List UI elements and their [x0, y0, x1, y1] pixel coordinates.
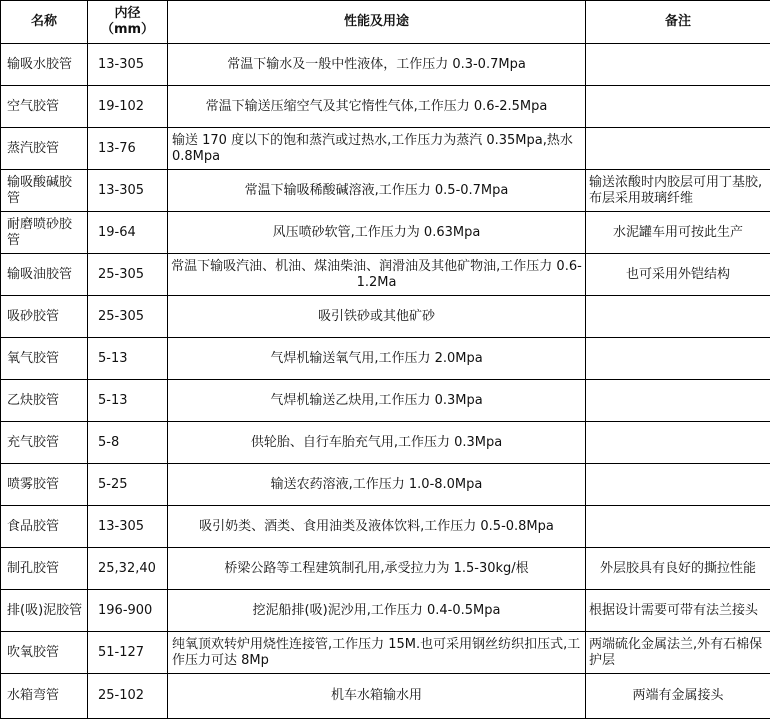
table-row [1, 338, 770, 380]
header-row [1, 1, 770, 44]
cell-name: 吹氧胶管 [1, 632, 88, 674]
cell-diameter: 51-127 [88, 632, 168, 674]
cell-note [586, 128, 770, 170]
cell-note: 也可采用外铠结构 [586, 254, 770, 296]
cell-note [586, 44, 770, 86]
cell-name: 食品胶管 [1, 506, 88, 548]
cell-note [586, 86, 770, 128]
cell-note: 两端硫化金属法兰,外有石棉保护层 [586, 632, 770, 674]
cell-diameter: 13-305 [88, 506, 168, 548]
table-row [1, 212, 770, 254]
table-row [1, 590, 770, 632]
cell-diameter: 13-76 [88, 128, 168, 170]
cell-note [586, 506, 770, 548]
table-row [1, 86, 770, 128]
table-row [1, 506, 770, 548]
header-name: 名称 [1, 1, 88, 44]
cell-name: 输吸水胶管 [1, 44, 88, 86]
cell-note [586, 338, 770, 380]
table-row [1, 674, 770, 719]
cell-name: 空气胶管 [1, 86, 88, 128]
cell-name: 制孔胶管 [1, 548, 88, 590]
cell-note [586, 422, 770, 464]
cell-name: 耐磨喷砂胶管 [1, 212, 88, 254]
cell-usage: 挖泥船排(吸)泥沙用,工作压力 0.4-0.5Mpa [168, 590, 586, 632]
table-row [1, 380, 770, 422]
cell-usage: 气焊机输送氧气用,工作压力 2.0Mpa [168, 338, 586, 380]
cell-diameter: 19-64 [88, 212, 168, 254]
cell-usage: 纯氧顶欢转炉用烧性连接管,工作压力 15M.也可采用钢丝纺织扣压式,工作压力可达 8Mp [168, 632, 586, 674]
cell-diameter: 25-102 [88, 674, 168, 719]
cell-diameter: 25-305 [88, 296, 168, 338]
header-diameter: 内径 （mm） [88, 1, 168, 44]
cell-note [586, 464, 770, 506]
table-row [1, 170, 770, 212]
header-usage: 性能及用途 [168, 1, 586, 44]
cell-diameter: 19-102 [88, 86, 168, 128]
cell-usage: 输送 170 度以下的饱和蒸汽或过热水,工作压力为蒸汽 0.35Mpa,热水 0.8Mpa [168, 128, 586, 170]
table-row [1, 128, 770, 170]
cell-note: 两端有金属接头 [586, 674, 770, 719]
cell-name: 充气胶管 [1, 422, 88, 464]
cell-name: 输吸油胶管 [1, 254, 88, 296]
cell-note: 水泥罐车用可按此生产 [586, 212, 770, 254]
cell-name: 吸砂胶管 [1, 296, 88, 338]
cell-name: 氧气胶管 [1, 338, 88, 380]
cell-diameter: 5-25 [88, 464, 168, 506]
header-note: 备注 [586, 1, 770, 44]
cell-usage: 机车水箱输水用 [168, 674, 586, 719]
cell-usage: 吸引奶类、酒类、食用油类及液体饮料,工作压力 0.5-0.8Mpa [168, 506, 586, 548]
cell-diameter: 5-13 [88, 338, 168, 380]
cell-diameter: 5-8 [88, 422, 168, 464]
cell-diameter: 13-305 [88, 170, 168, 212]
cell-name: 排(吸)泥胶管 [1, 590, 88, 632]
cell-note: 输送浓酸时内胶层可用丁基胶,布层采用玻璃纤维 [586, 170, 770, 212]
cell-usage: 输送农药溶液,工作压力 1.0-8.0Mpa [168, 464, 586, 506]
cell-usage: 桥梁公路等工程建筑制孔用,承受拉力为 1.5-30kg/根 [168, 548, 586, 590]
cell-note: 根据设计需要可带有法兰接头 [586, 590, 770, 632]
cell-usage: 风压喷砂软管,工作压力为 0.63Mpa [168, 212, 586, 254]
table-row [1, 464, 770, 506]
cell-diameter: 13-305 [88, 44, 168, 86]
cell-name: 输吸酸碱胶管 [1, 170, 88, 212]
cell-usage: 常温下输吸稀酸碱溶液,工作压力 0.5-0.7Mpa [168, 170, 586, 212]
cell-diameter: 5-13 [88, 380, 168, 422]
table-row [1, 44, 770, 86]
cell-usage: 气焊机输送乙炔用,工作压力 0.3Mpa [168, 380, 586, 422]
cell-usage: 常温下输送压缩空气及其它惰性气体,工作压力 0.6-2.5Mpa [168, 86, 586, 128]
cell-diameter: 25-305 [88, 254, 168, 296]
cell-name: 水箱弯管 [1, 674, 88, 719]
cell-name: 乙炔胶管 [1, 380, 88, 422]
table-row [1, 296, 770, 338]
cell-usage: 吸引铁砂或其他矿砂 [168, 296, 586, 338]
cell-diameter: 25,32,40 [88, 548, 168, 590]
cell-usage: 供轮胎、自行车胎充气用,工作压力 0.3Mpa [168, 422, 586, 464]
table-row [1, 548, 770, 590]
cell-note [586, 380, 770, 422]
table-row [1, 632, 770, 674]
cell-usage: 常温下输水及一般中性液体，工作压力 0.3-0.7Mpa [168, 44, 586, 86]
cell-note: 外层胶具有良好的撕拉性能 [586, 548, 770, 590]
table-row [1, 422, 770, 464]
cell-note [586, 296, 770, 338]
cell-name: 喷雾胶管 [1, 464, 88, 506]
cell-diameter: 196-900 [88, 590, 168, 632]
cell-usage: 常温下输吸汽油、机油、煤油柴油、润滑油及其他矿物油,工作压力 0.6-1.2Ma [168, 254, 586, 296]
cell-name: 蒸汽胶管 [1, 128, 88, 170]
table-row [1, 254, 770, 296]
